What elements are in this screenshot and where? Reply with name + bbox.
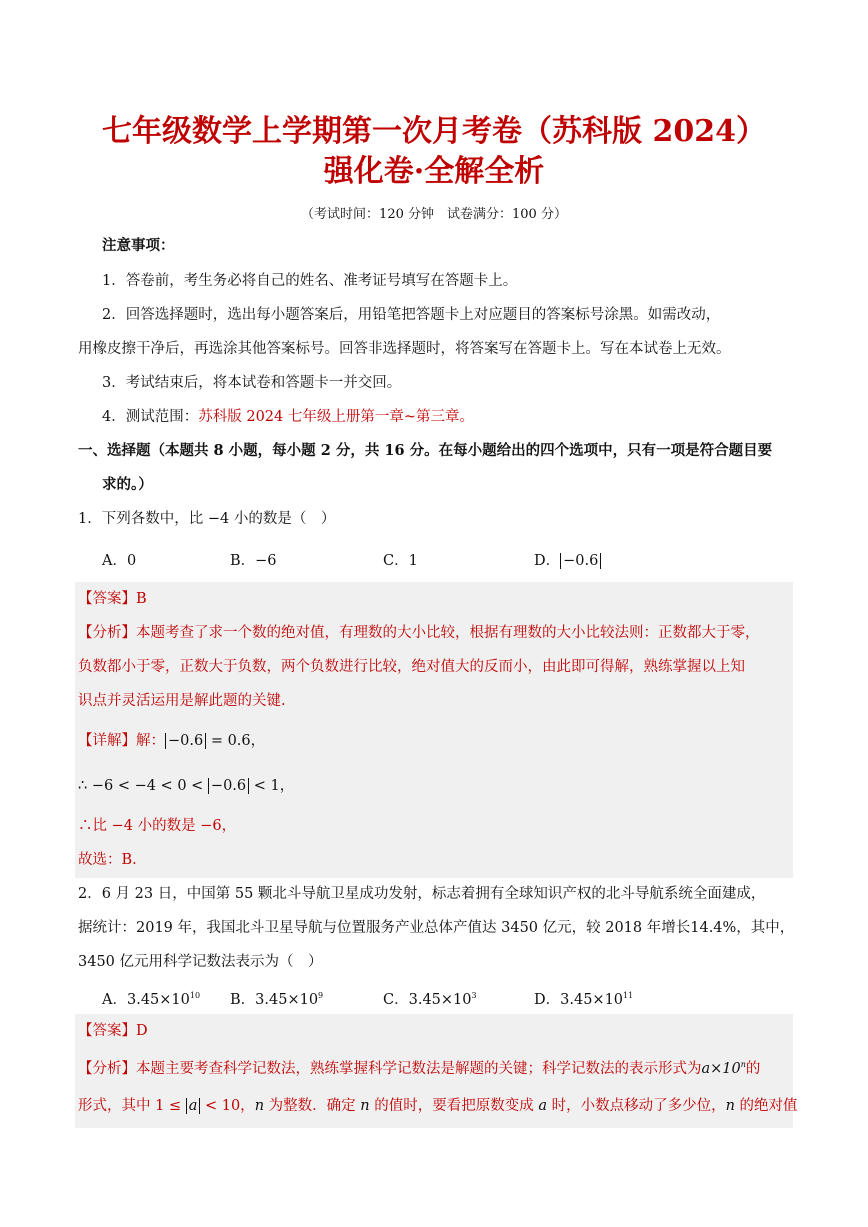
q2-analysis-text1: 本题主要考查科学记数法，熟练掌握科学记数法是解题的关键；科学记数法的表示形式为 [136,1060,702,1077]
q1-option-b: B．−6 [230,553,277,569]
note-2a: 2．回答选择题时，选出每小题答案后，用铅笔把答题卡上对应题目的答案标号涂黑。如需改动， [102,307,721,323]
q1-analysis-line3: 识点并灵活运用是解此题的关键. [78,693,286,709]
q2-abs-a: a [186,1098,201,1114]
q1-analysis-line1 [78,623,760,643]
note-4-range: 苏科版 2024 七年级上册第一章~第三章。 [198,409,475,425]
q1-ineq-abs: −0.6 [208,778,249,794]
exam-subtitle: 强化卷·全解全析 [323,154,545,189]
note-2b: 用橡皮擦干净后，再选涂其他答案标号。回答非选择题时，将答案写在答题卡上。写在本试卷上无效。 [78,341,731,357]
notes-heading: 注意事项： [102,237,175,254]
q1-detail-tag: 【详解】 [78,733,136,749]
q2-n-var-2: n [360,1098,370,1114]
q2-analysis-2b: < 10， [200,1098,255,1114]
q1-option-c: C．1 [383,553,418,569]
q1-detail-abs: −0.6 [165,733,206,749]
q1-inequality-line [78,776,294,796]
exam-title: 七年级数学上学期第一次月考卷（苏科版 2024） [102,114,766,149]
q2-answer: 【答案】D [78,1023,148,1039]
q2-option-b-base: 3.45×10 [255,992,319,1008]
q2-option-a-label: A． [102,992,127,1008]
q2-option-c [383,988,477,1009]
q2-option-c-label: C． [383,992,409,1008]
q1-option-a: A．0 [102,553,137,569]
q1-detail-line [78,731,265,751]
q2-analysis-tag: 【分析】 [78,1060,136,1077]
exam-time-info: （考试时间：120 分钟 试卷满分：100 分） [301,207,567,222]
q1-option-d [534,549,601,570]
q2-option-d [534,988,633,1009]
note-1: 1．答卷前，考生务必将自己的姓名、准考证号填写在答题卡上。 [102,273,518,289]
q1-analysis-line2: 负数都小于零，正数大于负数，两个负数进行比较，绝对值大的反而小，由此即可得解，熟练掌握以上知 [78,659,745,675]
q2-option-a [102,988,200,1009]
q2-option-d-label: D． [534,992,561,1008]
q1-ineq-suffix: < 1， [249,778,295,794]
q1-option-d-label: D． [534,553,561,569]
q2-option-b-exp: 9 [318,991,324,1001]
q1-analysis-tag: 【分析】 [78,625,136,641]
q2-option-d-exp: 11 [623,991,634,1001]
q1-detail-prefix: 解： [136,733,165,749]
q2-stem-line2: 据统计：2019 年，我国北斗卫星导航与位置服务产业总体产值达 3450 亿元，较 2018 年增长14.4%，其中， [78,920,795,936]
q2-option-b-label: B． [230,992,256,1008]
q1-answer: 【答案】B [78,591,147,607]
q2-n-var-1: n [254,1098,265,1114]
q2-stem-line1: 2．6 月 23 日，中国第 55 颗北斗导航卫星成功发射，标志着拥有全球知识产权的北斗导航系统全面建成， [78,886,766,902]
note-4-prefix: 4．测试范围： [102,409,199,425]
q2-analysis-2e: 时，小数点移动了多少位， [546,1098,726,1114]
q1-conclusion: ∴比 −4 小的数是 −6， [78,818,237,834]
q1-choose: 故选：B. [78,852,137,868]
q2-option-b [230,988,323,1009]
note-4 [102,407,474,427]
q2-option-c-exp: 3 [471,991,477,1001]
q2-formula-base: a×10 [701,1060,741,1077]
q1-analysis-text1: 本题考查了求一个数的绝对值，有理数的大小比较，根据有理数的大小比较法则：正数都大于零， [136,625,760,641]
q2-analysis-line2 [78,1096,798,1116]
section-heading-line2: 求的。） [102,476,153,493]
q2-option-c-base: 3.45×10 [408,992,472,1008]
q2-analysis-text1-end: 的 [745,1060,761,1077]
q2-n-var-3: n [725,1098,735,1114]
q2-analysis-2f: 的绝对值 [734,1098,798,1114]
q2-stem-line3: 3450 亿元用科学记数法表示为（ ） [78,954,323,970]
q1-detail-eq: = 0.6， [206,733,266,749]
q1-stem: 1．下列各数中，比 −4 小的数是（ ） [78,511,336,527]
section-heading-line1: 一、选择题（本题共 8 小题，每小题 2 分，共 16 分。在每小题给出的四个选项中，只有一项是符合题目要 [78,442,773,459]
q1-ineq-prefix: ∴ −6 < −4 < 0 < [78,778,208,794]
q1-option-d-value: −0.6 [560,553,601,569]
q2-analysis-line1 [78,1055,760,1079]
q2-option-a-exp: 10 [189,991,201,1001]
q2-analysis-2a: 形式，其中 1 ≤ [78,1098,186,1114]
q2-option-d-base: 3.45×10 [560,992,624,1008]
q2-analysis-2c: 为整数．确定 [264,1098,361,1114]
note-3: 3．考试结束后，将本试卷和答题卡一并交回。 [102,375,402,391]
q2-formula-exp: n [740,1060,746,1069]
q2-option-a-base: 3.45×10 [126,992,190,1008]
q2-a-var: a [538,1098,547,1114]
q2-analysis-2d: 的值时，要看把原数变成 [369,1098,539,1114]
